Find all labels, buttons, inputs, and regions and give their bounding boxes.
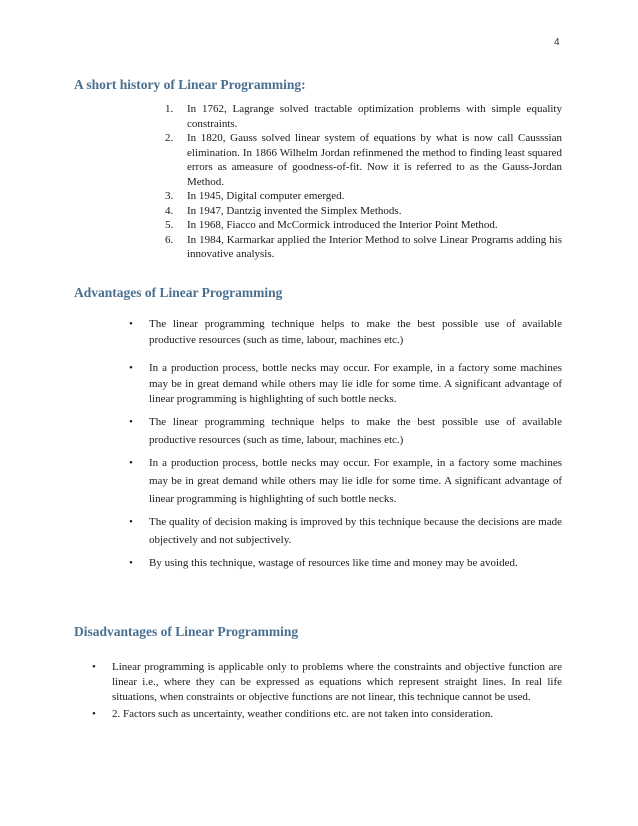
list-number: 2. [165,132,174,144]
advantage-item [127,454,562,508]
advantage-item [127,413,562,449]
page-number: 4 [554,37,560,48]
bullet-icon: • [129,415,133,428]
disadvantages-heading: Disadvantages of Linear Programming [74,624,299,639]
advantage-item [127,554,562,572]
list-number: 3. [165,190,174,202]
bullet-icon: • [129,515,133,528]
history-item [165,102,562,131]
list-number: 5. [165,219,174,231]
bullet-icon: • [129,318,133,330]
advantage-item [127,513,562,549]
advantages-list [127,317,562,577]
history-item-text: In 1945, Digital computer emerged. [187,190,345,202]
history-heading: A short history of Linear Programming: [74,77,306,92]
history-item-text: In 1820, Gauss solved linear system of equations by what is now call Causssian elimination. In 1866 Wilhelm Jordan refinmened the method to finding least squared errors as ameasure of goodness-of-fit. Now it is referred to as the Gauss-Jordan Method. [187,132,562,188]
advantage-item [127,361,562,408]
history-list [165,102,562,262]
history-item [165,233,562,262]
list-number: 6. [165,233,174,246]
advantage-item-text: The quality of decision making is improved by this technique because the decisions are made objectively and not subjectively. [149,515,562,546]
history-item [165,189,562,204]
history-item-text: In 1762, Lagrange solved tractable optimization problems with simple equality constraints. [187,103,562,130]
history-item-text: In 1968, Fiacco and McCormick introduced the Interior Point Method. [187,219,498,231]
disadvantage-item-text: Linear programming is applicable only to problems where the constraints and objective function are linear i.e., where they can be expressed as equations which represent straight lines. In real life situations, when constraints or objective functions are not linear, this technique cannot be used. [112,661,562,703]
bullet-icon: • [129,556,133,569]
disadvantage-item [90,707,562,722]
disadvantage-item [90,660,562,705]
history-item [165,218,562,233]
advantage-item-text: The linear programming technique helps to make the best possible use of available productive resources (such as time, labour, machines etc.) [149,318,562,346]
advantage-item-text: In a production process, bottle necks may occur. For example, in a factory some machines may be in great demand while others may lie idle for some time. A significant advantage of linear programming is highlighting of such bottle necks. [149,362,562,405]
history-item-text: In 1984, Karmarkar applied the Interior Method to solve Linear Programs adding his innovative analysis. [187,233,562,260]
history-item [165,204,562,219]
disadvantage-item-text: 2. Factors such as uncertainty, weather conditions etc. are not taken into consideration. [112,708,494,720]
advantages-heading: Advantages of Linear Programming [74,285,283,300]
advantage-item-text: By using this technique, wastage of resources like time and money may be avoided. [149,556,518,569]
advantage-item-text: The linear programming technique helps to make the best possible use of available productive resources (such as time, labour, machines etc.) [149,415,562,446]
bullet-icon: • [129,456,133,469]
advantage-item-text: In a production process, bottle necks may occur. For example, in a factory some machines may be in great demand while others may lie idle for some time. A significant advantage of linear programming is highlighting of such bottle necks. [149,456,562,505]
bullet-icon: • [92,661,96,673]
disadvantages-list [90,660,562,724]
list-number: 1. [165,103,174,115]
bullet-icon: • [92,708,96,720]
list-number: 4. [165,204,174,217]
history-item-text: In 1947, Dantzig invented the Simplex Methods. [187,204,402,217]
bullet-icon: • [129,362,133,374]
advantage-item [127,317,562,348]
history-item [165,131,562,189]
